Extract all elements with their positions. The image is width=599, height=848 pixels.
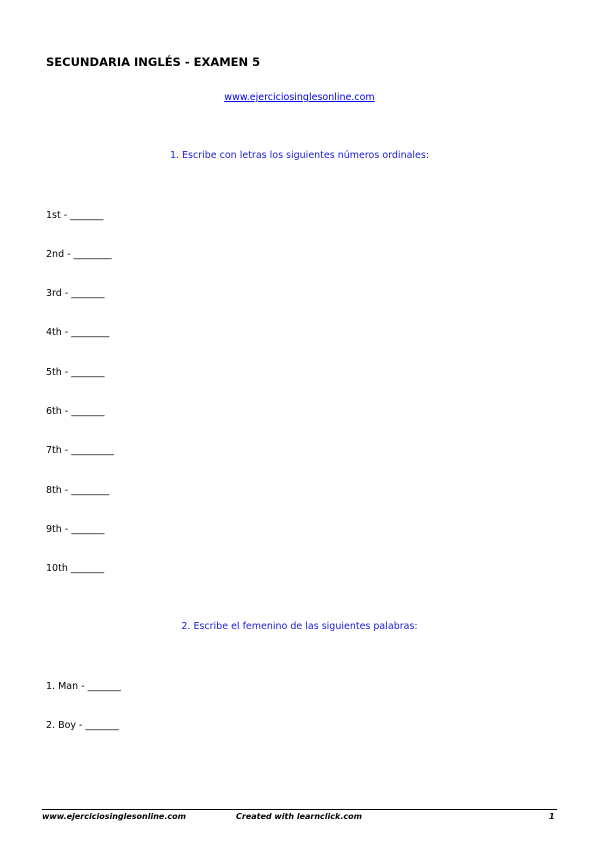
ordinal-item: 6th - _______ <box>46 406 105 417</box>
footer-divider <box>42 809 557 810</box>
ordinal-item: 3rd - _______ <box>46 288 105 299</box>
ordinal-item: 4th - ________ <box>46 327 110 338</box>
footer-site-text: www.ejerciciosinglesonline.com <box>42 812 186 821</box>
section-2-heading: 2. Escribe el femenino de las siguientes palabras: <box>181 621 418 632</box>
footer-credit-text: Created with learnclick.com <box>236 812 362 821</box>
ordinal-item: 8th - ________ <box>46 485 110 496</box>
feminine-item: 2. Boy - _______ <box>46 720 119 731</box>
footer-page-number: 1 <box>549 812 555 821</box>
website-link[interactable]: www.ejerciciosinglesonline.com <box>224 92 375 103</box>
feminine-item: 1. Man - _______ <box>46 681 121 692</box>
ordinal-item: 7th - _________ <box>46 445 115 456</box>
ordinal-item: 9th - _______ <box>46 524 105 535</box>
ordinal-item: 2nd - ________ <box>46 249 112 260</box>
section-1-heading: 1. Escribe con letras los siguientes números ordinales: <box>169 150 430 161</box>
ordinal-item: 5th - _______ <box>46 367 105 378</box>
ordinal-item: 10th _______ <box>46 563 105 574</box>
ordinal-item: 1st - _______ <box>46 210 104 221</box>
page-title: SECUNDARIA INGLÉS - EXAMEN 5 <box>46 55 261 69</box>
